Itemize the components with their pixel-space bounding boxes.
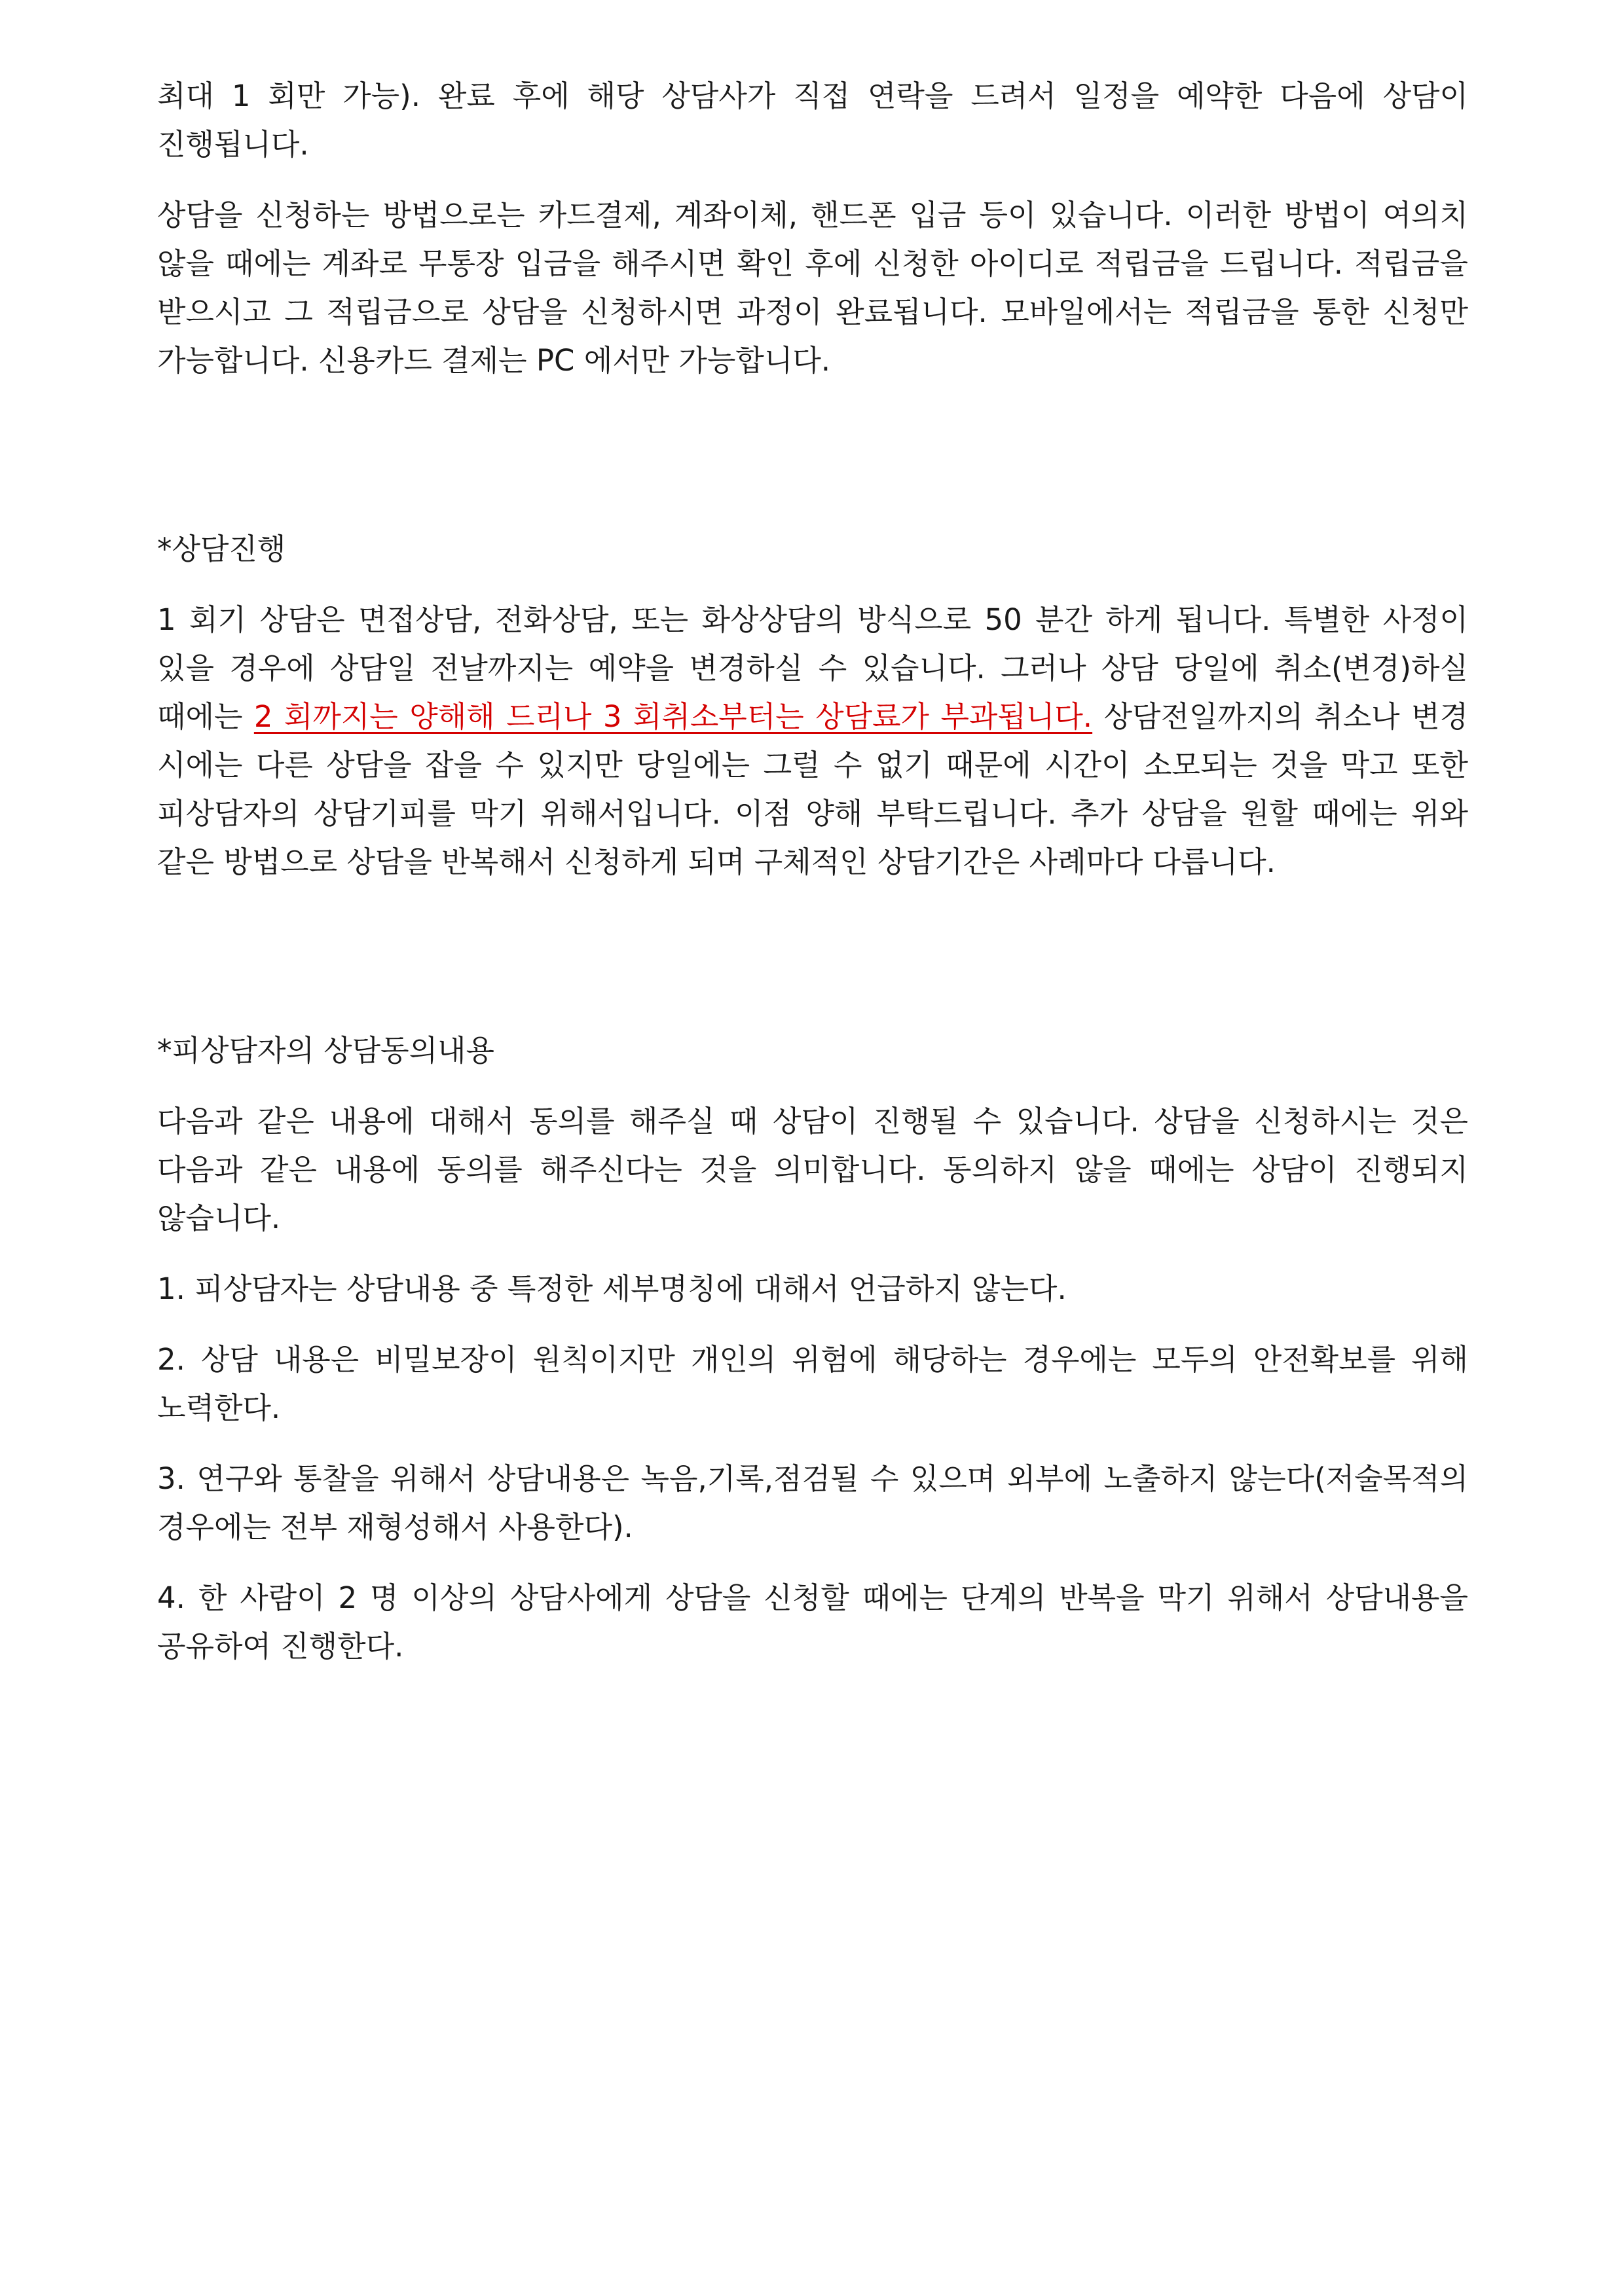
consent-item-3: 3. 연구와 통찰을 위해서 상담내용은 녹음,기록,점검될 수 있으며 외부에 노출하지 않는다(저술목적의 경우에는 전부 재형성해서 사용한다). [157,1461,1468,1544]
progress-paragraph [157,596,1468,886]
progress-text-after: 상담전일까지의 취소나 변경 시에는 다른 상담을 잡을 수 있지만 당일에는 그럴 수 없기 때문에 시간이 소모되는 것을 막고 또한 피상담자의 상담기피를 막기 위해서입니다. 이점 양해 부탁드립니다. 추가 상담을 원할 때에는 위와 같은 방법으로 상담을 반복해서 신청하게 되며 구체적인 상담기간은 사례마다 다릅니다. [157,699,1469,879]
cancellation-fee-notice: 2 회까지는 양해해 드리나 3 회취소부터는 상담료가 부과됩니다. [253,699,1093,734]
intro-paragraph-1: 최대 1 회만 가능). 완료 후에 해당 상담사가 직접 연락을 드려서 일정을 예약한 다음에 상담이 진행됩니다. [157,79,1468,162]
consent-item-4: 4. 한 사람이 2 명 이상의 상담사에게 상담을 신청할 때에는 단계의 반복을 막기 위해서 상담내용을 공유하여 진행한다. [157,1580,1468,1664]
progress-text-before: 1 회기 상담은 면접상담, 전화상담, 또는 화상상담의 방식으로 50 분간 하게 됩니다. 특별한 사정이 있을 경우에 상담일 전날까지는 예약을 변경하실 수 있습니다. 그러나 상담 당일에 취소(변경)하실 때에는 [157,602,1468,734]
document-body [157,72,1468,1671]
consent-intro-paragraph: 다음과 같은 내용에 대해서 동의를 해주실 때 상담이 진행될 수 있습니다. 상담을 신청하시는 것은 다음과 같은 내용에 동의를 해주신다는 것을 의미합니다. 동의하지 않을 때에는 상담이 진행되지 않습니다. [157,1104,1468,1235]
consent-item-1: 1. 피상담자는 상담내용 중 특정한 세부명칭에 대해서 언급하지 않는다. [157,1271,1067,1306]
consent-item-2: 2. 상담 내용은 비밀보장이 원칙이지만 개인의 위험에 해당하는 경우에는 모두의 안전확보를 위해 노력한다. [157,1342,1468,1425]
section-heading-progress: *상담진행 [157,532,286,566]
section-heading-consent: *피상담자의 상담동의내용 [157,1033,494,1068]
intro-paragraph-2: 상담을 신청하는 방법으로는 카드결제, 계좌이체, 핸드폰 입금 등이 있습니다. 이러한 방법이 여의치 않을 때에는 계좌로 무통장 입금을 해주시면 확인 후에 신청한 아이디로 적립금을 드립니다. 적립금을 받으시고 그 적립금으로 상담을 신청하시면 과정이 완료됩니다. 모바일에서는 적립금을 통한 신청만 가능합니다. 신용카드 결제는 PC 에서만 가능합니다. [157,198,1468,378]
